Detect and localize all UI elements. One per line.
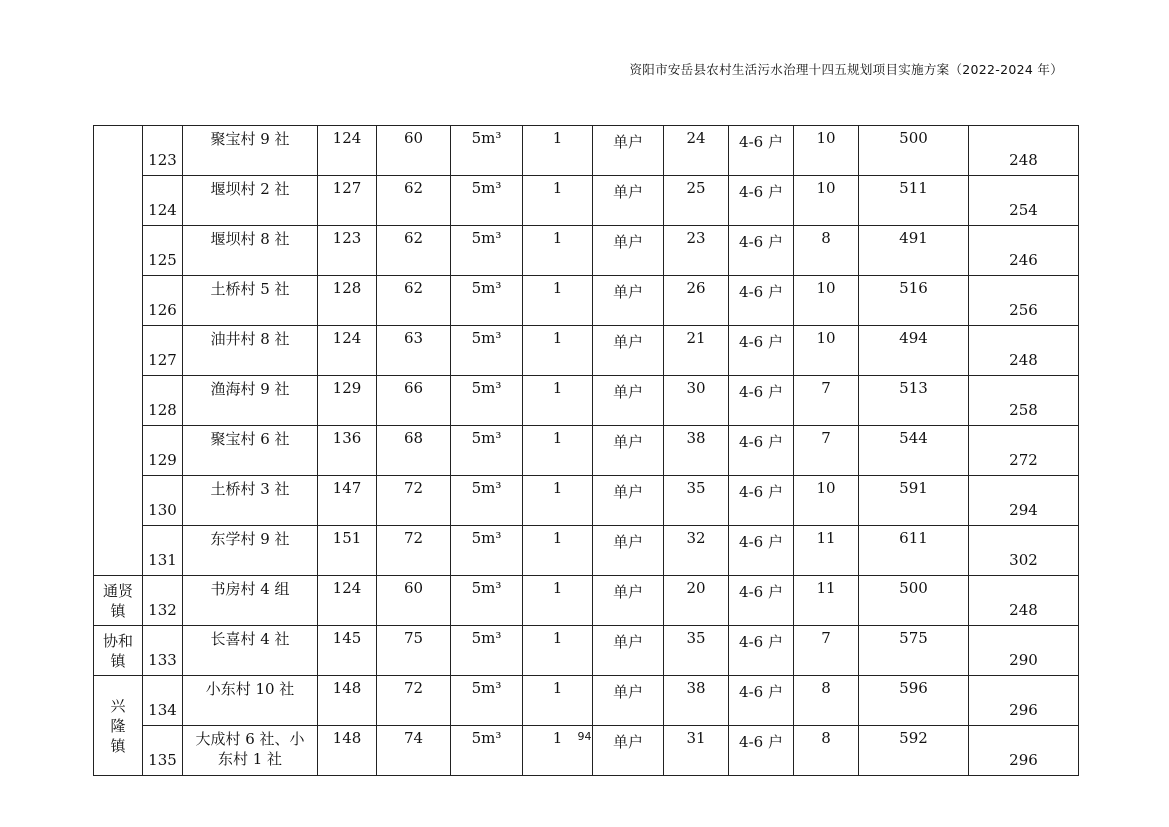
cell-count: 35: [664, 626, 729, 676]
cell-mode: 单户: [593, 576, 664, 626]
cell-quantity: 1: [523, 476, 593, 526]
cell-quantity: 1: [523, 376, 593, 426]
cell-quantity: 1: [523, 176, 593, 226]
cell-investment: 246: [969, 226, 1079, 276]
cell-serial-number: 128: [143, 376, 183, 426]
cell-households: 62: [377, 226, 451, 276]
cell-village: 土桥村 5 社: [183, 276, 318, 326]
cell-length: 500: [859, 576, 969, 626]
cell-serial-number: 125: [143, 226, 183, 276]
cell-serial-number: 126: [143, 276, 183, 326]
cell-units: 10: [794, 176, 859, 226]
cell-quantity: 1: [523, 276, 593, 326]
cell-population: 129: [318, 376, 377, 426]
cell-households: 72: [377, 676, 451, 726]
cell-village: 聚宝村 9 社: [183, 126, 318, 176]
cell-quantity: 1: [523, 726, 593, 776]
cell-scale: 4-6 户: [729, 526, 794, 576]
cell-tank-volume: 5m³: [451, 676, 523, 726]
page-number: 94: [577, 730, 592, 743]
table-row: [94, 176, 1079, 226]
cell-mode: 单户: [593, 676, 664, 726]
cell-units: 8: [794, 726, 859, 776]
cell-mode: 单户: [593, 176, 664, 226]
cell-village: 大成村 6 社、小东村 1 社: [183, 726, 318, 776]
cell-length: 516: [859, 276, 969, 326]
cell-households: 60: [377, 126, 451, 176]
cell-units: 7: [794, 626, 859, 676]
cell-village: 油井村 8 社: [183, 326, 318, 376]
cell-length: 494: [859, 326, 969, 376]
table-body: [94, 126, 1079, 776]
cell-households: 74: [377, 726, 451, 776]
cell-tank-volume: 5m³: [451, 226, 523, 276]
table-row: [94, 226, 1079, 276]
cell-tank-volume: 5m³: [451, 176, 523, 226]
cell-mode: 单户: [593, 626, 664, 676]
cell-units: 10: [794, 126, 859, 176]
cell-quantity: 1: [523, 226, 593, 276]
cell-scale: 4-6 户: [729, 376, 794, 426]
cell-village: 长喜村 4 社: [183, 626, 318, 676]
cell-population: 124: [318, 326, 377, 376]
cell-population: 151: [318, 526, 377, 576]
cell-scale: 4-6 户: [729, 126, 794, 176]
cell-serial-number: 129: [143, 426, 183, 476]
cell-households: 63: [377, 326, 451, 376]
cell-units: 8: [794, 226, 859, 276]
cell-scale: 4-6 户: [729, 226, 794, 276]
cell-scale: 4-6 户: [729, 576, 794, 626]
cell-tank-volume: 5m³: [451, 326, 523, 376]
document-header-title: 资阳市安岳县农村生活污水治理十四五规划项目实施方案（2022-2024 年）: [629, 62, 1063, 77]
cell-quantity: 1: [523, 126, 593, 176]
cell-population: 136: [318, 426, 377, 476]
cell-scale: 4-6 户: [729, 326, 794, 376]
cell-town: 协和镇: [94, 626, 143, 676]
cell-quantity: 1: [523, 526, 593, 576]
cell-length: 511: [859, 176, 969, 226]
cell-investment: 296: [969, 726, 1079, 776]
cell-units: 8: [794, 676, 859, 726]
cell-quantity: 1: [523, 326, 593, 376]
cell-serial-number: 132: [143, 576, 183, 626]
cell-mode: 单户: [593, 726, 664, 776]
cell-population: 124: [318, 126, 377, 176]
cell-quantity: 1: [523, 426, 593, 476]
cell-households: 72: [377, 476, 451, 526]
cell-units: 11: [794, 526, 859, 576]
table-row: [94, 376, 1079, 426]
cell-investment: 248: [969, 126, 1079, 176]
cell-population: 147: [318, 476, 377, 526]
cell-count: 35: [664, 476, 729, 526]
cell-scale: 4-6 户: [729, 726, 794, 776]
cell-mode: 单户: [593, 526, 664, 576]
cell-village: 渔海村 9 社: [183, 376, 318, 426]
table-row: [94, 676, 1079, 726]
cell-tank-volume: 5m³: [451, 476, 523, 526]
cell-tank-volume: 5m³: [451, 276, 523, 326]
cell-population: 145: [318, 626, 377, 676]
cell-scale: 4-6 户: [729, 476, 794, 526]
cell-population: 127: [318, 176, 377, 226]
cell-households: 68: [377, 426, 451, 476]
cell-mode: 单户: [593, 376, 664, 426]
cell-tank-volume: 5m³: [451, 726, 523, 776]
cell-tank-volume: 5m³: [451, 576, 523, 626]
table-row: [94, 476, 1079, 526]
cell-village: 书房村 4 组: [183, 576, 318, 626]
cell-investment: 296: [969, 676, 1079, 726]
cell-population: 123: [318, 226, 377, 276]
cell-units: 10: [794, 276, 859, 326]
cell-mode: 单户: [593, 126, 664, 176]
cell-households: 72: [377, 526, 451, 576]
cell-mode: 单户: [593, 276, 664, 326]
cell-population: 124: [318, 576, 377, 626]
cell-tank-volume: 5m³: [451, 626, 523, 676]
cell-count: 38: [664, 426, 729, 476]
cell-serial-number: 123: [143, 126, 183, 176]
cell-length: 575: [859, 626, 969, 676]
cell-town: 兴隆镇: [94, 676, 143, 776]
cell-tank-volume: 5m³: [451, 526, 523, 576]
cell-population: 148: [318, 726, 377, 776]
cell-village: 聚宝村 6 社: [183, 426, 318, 476]
cell-serial-number: 124: [143, 176, 183, 226]
cell-quantity: 1: [523, 626, 593, 676]
cell-units: 7: [794, 376, 859, 426]
table-row: [94, 326, 1079, 376]
cell-serial-number: 131: [143, 526, 183, 576]
cell-quantity: 1: [523, 576, 593, 626]
project-data-table: [93, 125, 1079, 776]
table-row: [94, 576, 1079, 626]
table-row: [94, 126, 1079, 176]
cell-tank-volume: 5m³: [451, 376, 523, 426]
cell-scale: 4-6 户: [729, 176, 794, 226]
cell-count: 21: [664, 326, 729, 376]
cell-length: 596: [859, 676, 969, 726]
table-row: [94, 426, 1079, 476]
cell-quantity: 1: [523, 676, 593, 726]
cell-count: 31: [664, 726, 729, 776]
cell-households: 66: [377, 376, 451, 426]
cell-length: 544: [859, 426, 969, 476]
cell-units: 10: [794, 476, 859, 526]
cell-tank-volume: 5m³: [451, 426, 523, 476]
cell-investment: 256: [969, 276, 1079, 326]
cell-population: 128: [318, 276, 377, 326]
cell-investment: 290: [969, 626, 1079, 676]
cell-length: 513: [859, 376, 969, 426]
cell-scale: 4-6 户: [729, 626, 794, 676]
cell-investment: 294: [969, 476, 1079, 526]
cell-count: 30: [664, 376, 729, 426]
table-row: [94, 276, 1079, 326]
cell-count: 23: [664, 226, 729, 276]
cell-units: 11: [794, 576, 859, 626]
cell-mode: 单户: [593, 476, 664, 526]
cell-count: 24: [664, 126, 729, 176]
cell-households: 75: [377, 626, 451, 676]
cell-mode: 单户: [593, 426, 664, 476]
cell-count: 26: [664, 276, 729, 326]
cell-investment: 248: [969, 326, 1079, 376]
cell-count: 20: [664, 576, 729, 626]
cell-investment: 254: [969, 176, 1079, 226]
cell-serial-number: 133: [143, 626, 183, 676]
cell-count: 25: [664, 176, 729, 226]
cell-village: 堰坝村 8 社: [183, 226, 318, 276]
cell-households: 62: [377, 176, 451, 226]
cell-length: 592: [859, 726, 969, 776]
cell-village: 土桥村 3 社: [183, 476, 318, 526]
cell-village: 东学村 9 社: [183, 526, 318, 576]
cell-serial-number: 134: [143, 676, 183, 726]
cell-length: 500: [859, 126, 969, 176]
cell-village: 小东村 10 社: [183, 676, 318, 726]
cell-tank-volume: 5m³: [451, 126, 523, 176]
cell-serial-number: 130: [143, 476, 183, 526]
table-row: [94, 526, 1079, 576]
cell-town: 通贤镇: [94, 576, 143, 626]
cell-investment: 272: [969, 426, 1079, 476]
cell-investment: 248: [969, 576, 1079, 626]
cell-investment: 258: [969, 376, 1079, 426]
cell-scale: 4-6 户: [729, 676, 794, 726]
cell-investment: 302: [969, 526, 1079, 576]
cell-population: 148: [318, 676, 377, 726]
cell-village: 堰坝村 2 社: [183, 176, 318, 226]
cell-count: 38: [664, 676, 729, 726]
cell-serial-number: 127: [143, 326, 183, 376]
cell-length: 611: [859, 526, 969, 576]
cell-units: 7: [794, 426, 859, 476]
cell-town: [94, 126, 143, 576]
cell-scale: 4-6 户: [729, 276, 794, 326]
cell-scale: 4-6 户: [729, 426, 794, 476]
cell-count: 32: [664, 526, 729, 576]
cell-households: 60: [377, 576, 451, 626]
cell-mode: 单户: [593, 326, 664, 376]
table-row: [94, 626, 1079, 676]
cell-mode: 单户: [593, 226, 664, 276]
cell-length: 491: [859, 226, 969, 276]
cell-serial-number: 135: [143, 726, 183, 776]
cell-households: 62: [377, 276, 451, 326]
cell-length: 591: [859, 476, 969, 526]
cell-units: 10: [794, 326, 859, 376]
